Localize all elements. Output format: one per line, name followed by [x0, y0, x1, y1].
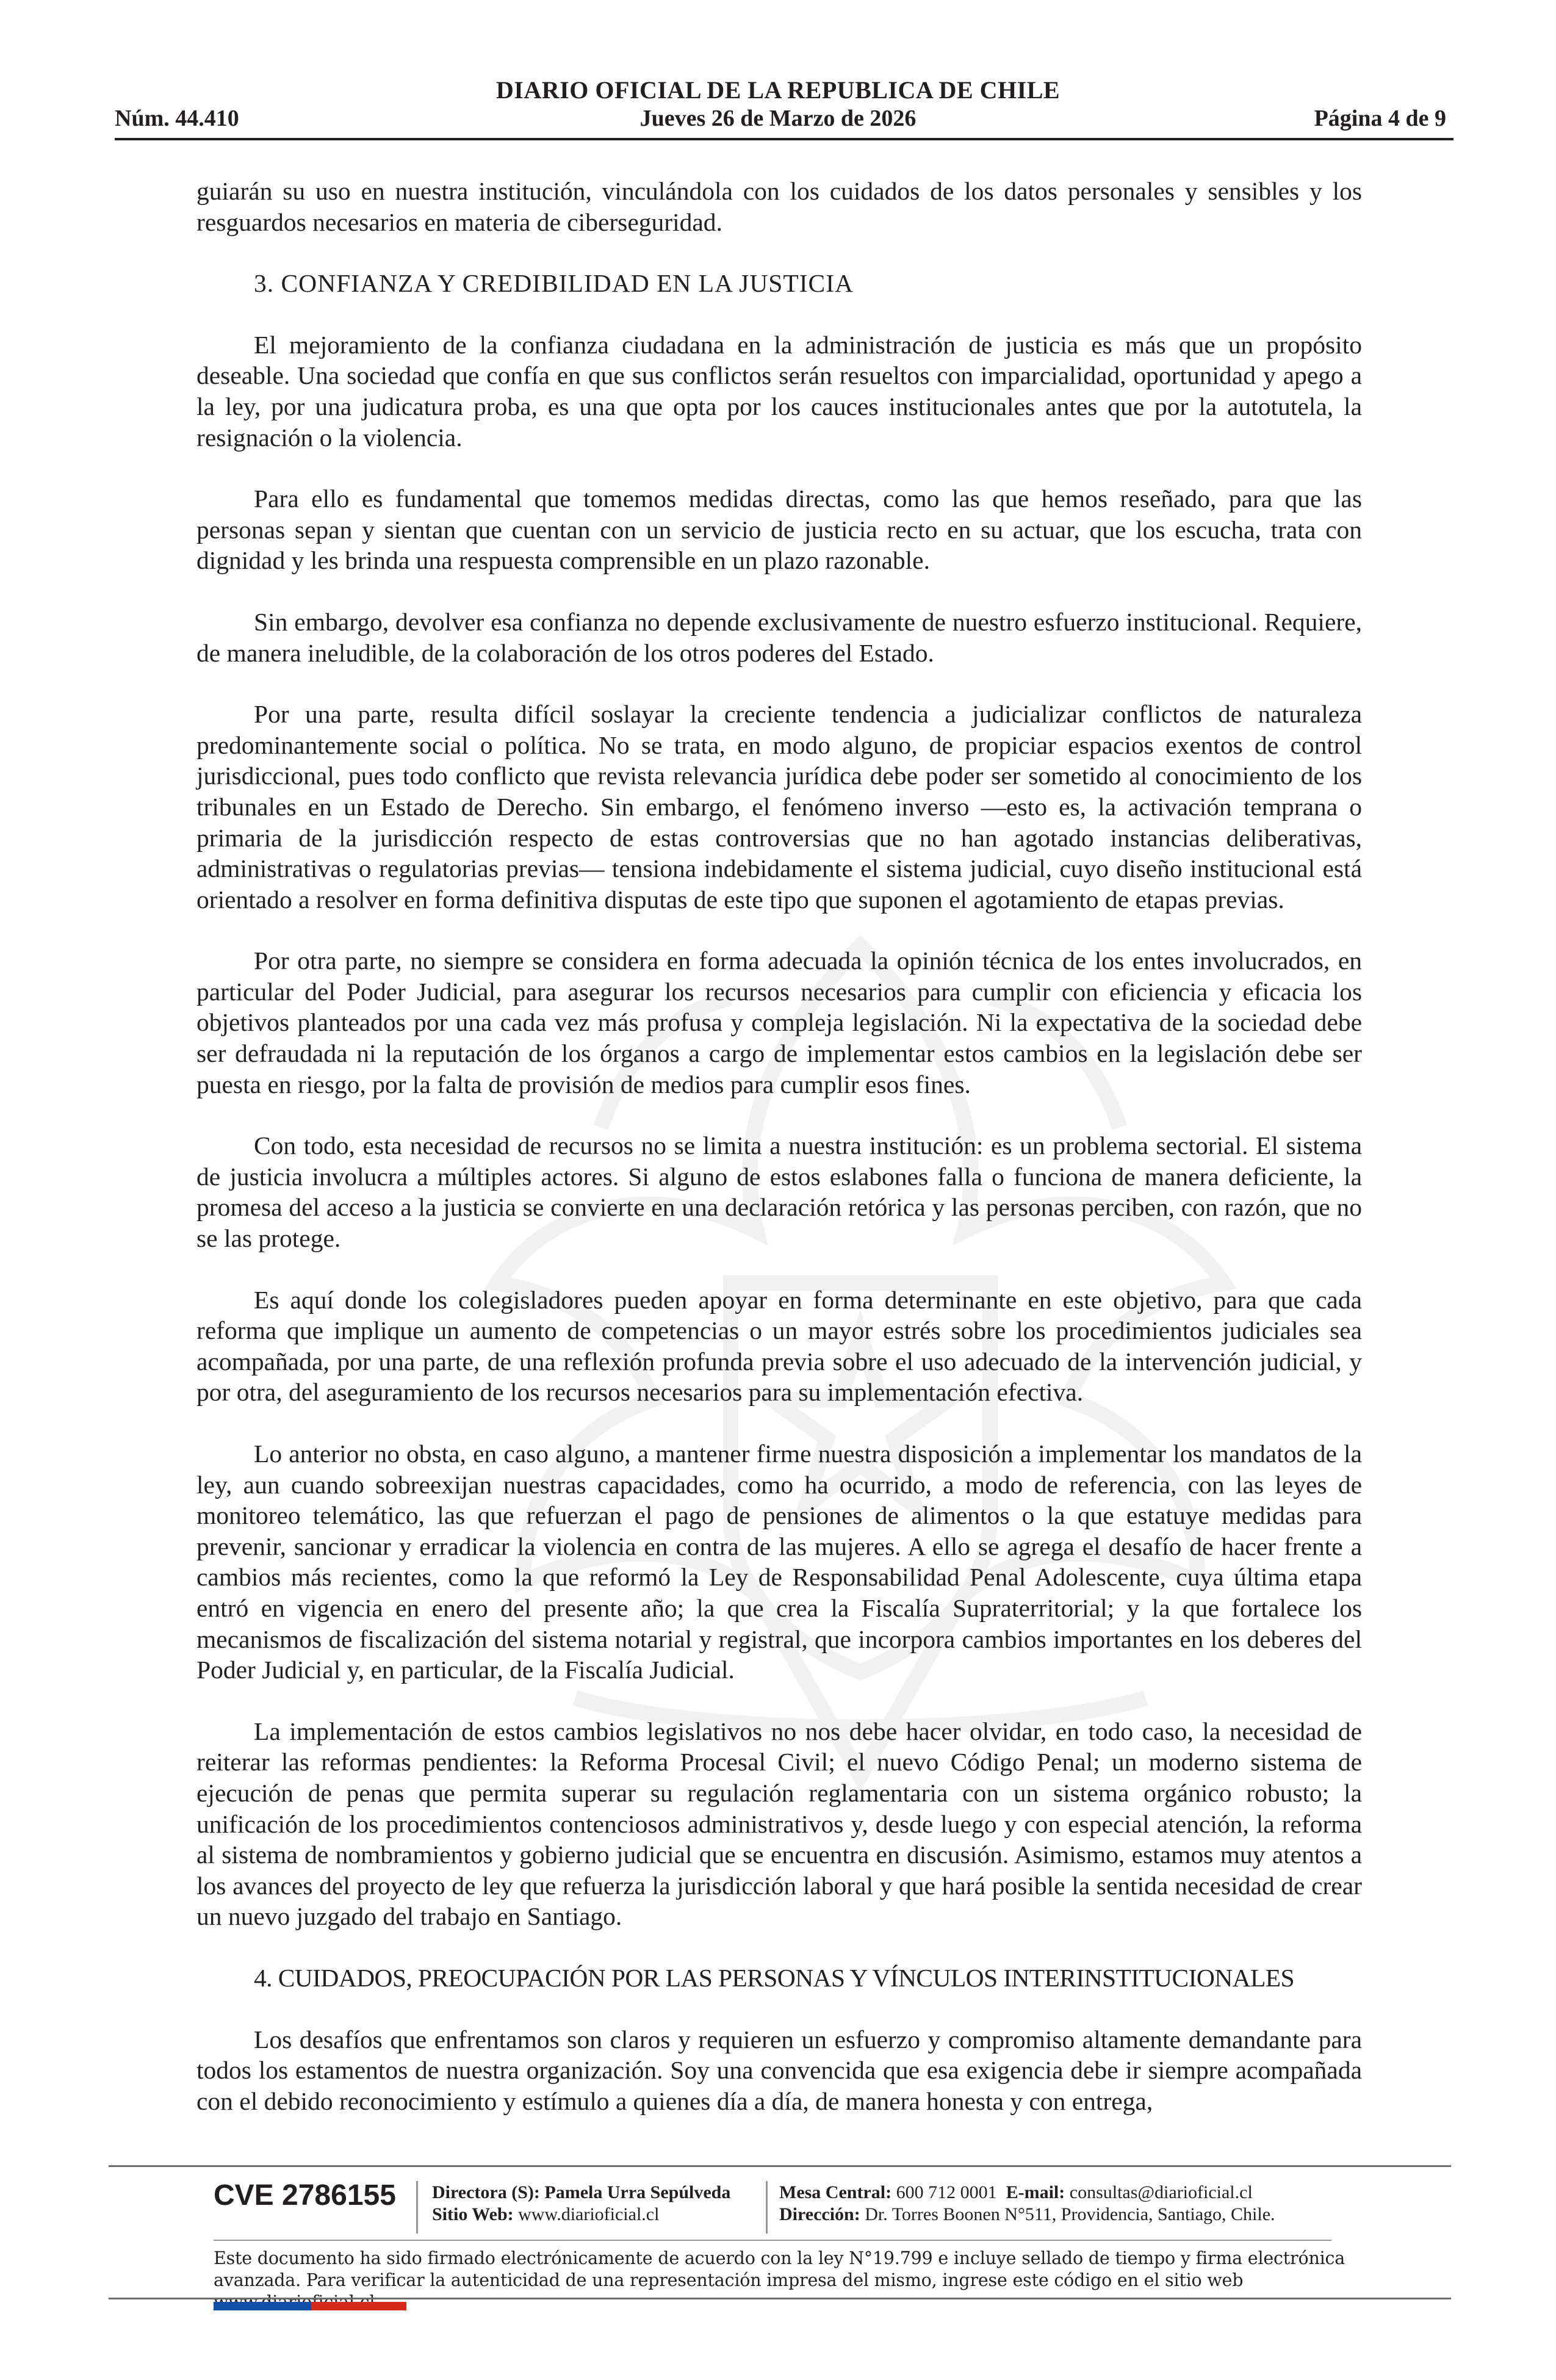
issue-date: Jueves 26 de Marzo de 2026 [639, 106, 917, 131]
footer-contact-block [779, 2182, 1275, 2226]
legal-line-2: avanzada. Para verificar la autenticidad de una representación impresa del mismo, ingrese este código en el sitio web [214, 2270, 1244, 2290]
footer-directora-block [432, 2182, 730, 2226]
paragraph-1: El mejoramiento de la confianza ciudadana en la administración de justicia es más que un propósito deseable. Una sociedad que confía en que sus conflictos serán resueltos con imparcialidad, oportunidad y apego a la ley, por una judicatura proba, es una que opta por los cauces institucionales antes que por la autotutela, la resignación o la violencia. [196, 330, 1362, 452]
cve-code: CVE 2786155 [214, 2179, 396, 2212]
paragraph-8: Lo anterior no obsta, en caso alguno, a mantener firme nuestra disposición a implementar los mandatos de la ley, aun cuando sobreexijan nuestras capacidades, como ha ocurrido, a modo de referencia, con las leyes de monitoreo telemático, las que refuerzan el pago de pensiones de alimentos o la que estatuye medidas para prevenir, sancionar y erradicar la violencia en contra de las mujeres. A ello se agrega el desafío de hacer frente a cambios más recientes, como la que reformó la Ley de Responsabilidad Penal Adolescente, cuya última etapa entró en vigencia en enero del presente año; la que crea la Fiscalía Supraterritorial; y la que fortalece los mecanismos de fiscalización del sistema notarial y registral, que incorpora cambios importantes en los deberes del Poder Judicial y, en particular, de la Fiscalía Judicial. [196, 1440, 1362, 1684]
paragraph-2: Para ello es fundamental que tomemos medidas directas, como las que hemos reseñado, para que las personas sepan y sientan que cuentan con un servicio de justicia recto en su actuar, que los escucha, trata con dignidad y les brinda una respuesta comprensible en un plazo razonable. [196, 485, 1362, 575]
footer-separator [416, 2181, 418, 2234]
flag-stripe-blue [214, 2302, 311, 2310]
footer-divider-top [109, 2165, 1451, 2167]
footer-divider-mid [214, 2240, 1331, 2241]
email-link[interactable]: consultas@diarioficial.cl [1069, 2182, 1253, 2202]
paragraph-intro: guiarán su uso en nuestra institución, vinculándola con los cuidados de los datos personales y sensibles y los resguardos necesarios en materia de ciberseguridad. [196, 177, 1362, 236]
paragraph-3: Sin embargo, devolver esa confianza no depende exclusivamente de nuestro esfuerzo institucional. Requiere, de manera ineludible, de la colaboración de los otros poderes del Estado. [196, 607, 1362, 667]
directora-name: Pamela Urra Sepúlveda [544, 2182, 731, 2202]
paragraph-7: Es aquí donde los colegisladores pueden apoyar en forma determinante en este objetivo, para que cada reforma que implique un aumento de competencias o un mayor estrés sobre los procedimientos judiciales sea acompañada, por una parte, de una reflexión profunda previa sobre el uso adecuado de la intervención judicial, y por otra, del aseguramiento de los recursos necesarios para su implementación efectiva. [196, 1285, 1362, 1407]
article-body [196, 176, 1362, 2116]
header-divider [115, 138, 1453, 140]
legal-line-1: Este documento ha sido firmado electrónicamente de acuerdo con la ley N°19.799 e incluye sellado de tiempo y firma electrónica [214, 2248, 1345, 2268]
paragraph-6: Con todo, esta necesidad de recursos no se limita a nuestra institución: es un problema sectorial. El sistema de justicia involucra a múltiples actores. Si alguno de estos eslabones falla o funciona de manera deficiente, la promesa del acceso a la justicia se convierte en una declaración retórica y las personas perciben, con razón, que no se las protege. [196, 1131, 1362, 1253]
paragraph-9: La implementación de estos cambios legislativos no nos debe hacer olvidar, en todo caso, la necesidad de reiterar las reformas pendientes: la Reforma Procesal Civil; el nuevo Código Penal; un moderno sistema de ejecución de penas que permita superar su regulación reglamentaria con un sistema orgánico robusto; la unificación de los procedimientos contenciosos administrativos y, desde luego y con especial atención, la reforma al sistema de nombramientos y gobierno judicial que se encuentra en discusión. Asimismo, estamos muy atentos a los avances del proyecto de ley que refuerza la jurisdicción laboral y que hará posible la sentida necesidad de crear un nuevo juzgado del trabajo en Santiago. [196, 1717, 1362, 1931]
address-label: Dirección: [779, 2204, 860, 2224]
website-link[interactable]: www.diarioficial.cl [518, 2204, 660, 2224]
directora-label: Directora (S): [432, 2182, 540, 2202]
section-heading-4: 4. CUIDADOS, PREOCUPACIÓN POR LAS PERSONAS Y VÍNCULOS INTERINSTITUCIONALES [254, 1963, 1294, 1992]
flag-stripe-red [311, 2302, 406, 2310]
page-number: Página 4 de 9 [1314, 106, 1446, 131]
footer-separator [766, 2181, 768, 2234]
address-line [779, 2204, 1275, 2226]
paragraph-10: Los desafíos que enfrentamos son claros y requieren un esfuerzo y compromiso altamente demandante para todos los estamentos de nuestra organización. Soy una convencida que esa exigencia debe ir siempre acompañada con el debido reconocimiento y estímulo a quienes día a día, de manera honesta y con entrega, [196, 2025, 1362, 2115]
journal-title: DIARIO OFICIAL DE LA REPUBLICA DE CHILE [495, 76, 1061, 104]
mesa-label: Mesa Central: [779, 2182, 892, 2202]
paragraph-4: Por una parte, resulta difícil soslayar la creciente tendencia a judicializar conflictos de naturaleza predominantemente social o política. No se trata, en modo alguno, de propiciar espacios exentos de control jurisdiccional, pues todo conflicto que revista relevancia jurídica debe poder ser sometido al conocimiento de los tribunales en un Estado de Derecho. Sin embargo, el fenómeno inverso —esto es, la activación temprana o primaria de la jurisdicción respecto de estas controversias que no han agotado instancias deliberativas, administrativas o regulatorias previas— tensiona indebidamente el sistema judicial, cuyo diseño institucional está orientado a resolver en forma definitiva disputas de este tipo que suponen el agotamiento de etapas previas. [196, 700, 1362, 914]
footer-divider-bottom [109, 2298, 1451, 2299]
mesa-phone: 600 712 0001 [896, 2182, 997, 2202]
website-line [432, 2204, 730, 2226]
website-label: Sitio Web: [432, 2204, 514, 2224]
paragraph-5: Por otra parte, no siempre se considera en forma adecuada la opinión técnica de los entes involucrados, en particular del Poder Judicial, para asegurar los recursos necesarios para cumplir con eficiencia y eficacia los objetivos planteados por una cada vez más profusa y compleja legislación. Ni la expectativa de la sociedad debe ser defraudada ni la reputación de los órganos a cargo de implementar estos cambios en la legislación debe ser puesta en riesgo, por la falta de provisión de medios para cumplir esos fines. [196, 947, 1362, 1098]
section-heading-3: 3. CONFIANZA Y CREDIBILIDAD EN LA JUSTICIA [254, 269, 854, 298]
contact-line [779, 2182, 1275, 2204]
directora-line [432, 2182, 730, 2204]
address-value: Dr. Torres Boonen N°511, Providencia, Santiago, Chile. [865, 2204, 1275, 2224]
email-label: E-mail: [1006, 2182, 1065, 2202]
issue-number: Núm. 44.410 [115, 106, 239, 131]
